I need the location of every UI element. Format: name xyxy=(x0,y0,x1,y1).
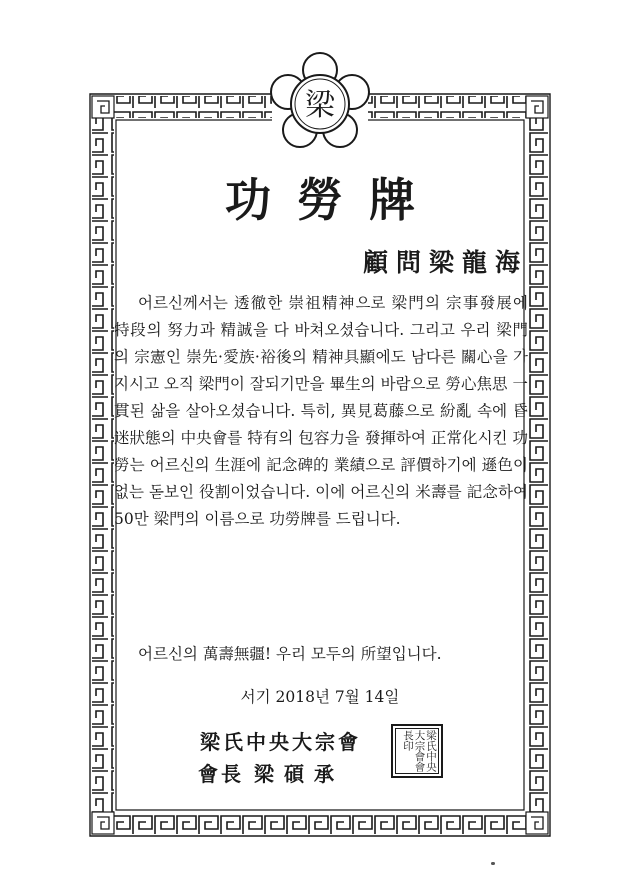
issuer-signature-line xyxy=(198,760,344,788)
plaque-title: 功勞牌 xyxy=(225,173,441,227)
issuer-name: 梁碩承 xyxy=(253,762,344,786)
seal-text: 梁氏中央大宗會會長印 xyxy=(395,728,439,774)
recipient-name: 顧問梁龍海 xyxy=(362,248,528,277)
issuer-title: 會長 xyxy=(198,762,244,786)
issue-date: 서기 2018년 7월 14일 xyxy=(240,688,400,706)
paper-speck xyxy=(491,862,495,865)
emblem-character: 梁 xyxy=(305,88,335,123)
flower-crest-icon xyxy=(268,52,372,156)
citation-body: 어르신께서는 透徹한 崇祖精神으로 梁門의 宗事發展에 特段의 努力과 精誠을 다 바쳐오셨습니다. 그리고 우리 梁門의 宗憲인 崇先·愛族·裕後의 精神具顯에도 남다른 關心을 가지시고 오직 梁門이 잘되기만을 畢生의 바람으로 勞心焦思 一貫된 삶을 살아오셨습니다. 특히, 異見葛藤으로 紛亂 속에 昏迷狀態의 中央會를 特有의 包容力을 發揮하여 正常化시킨 功勞는 어르신의 生涯에 記念碑的 業績으로 評價하기에 遜色이 없는 돋보인 役割이었습니다. 이에 어르신의 米壽를 記念하여 50만 梁門의 이름으로 功勞牌를 드립니다. xyxy=(114,294,528,528)
official-seal xyxy=(391,724,443,778)
issuer-organization: 梁氏中央大宗會 xyxy=(200,730,361,754)
closing-wish: 어르신의 萬壽無疆! 우리 모두의 所望입니다. xyxy=(138,645,442,663)
